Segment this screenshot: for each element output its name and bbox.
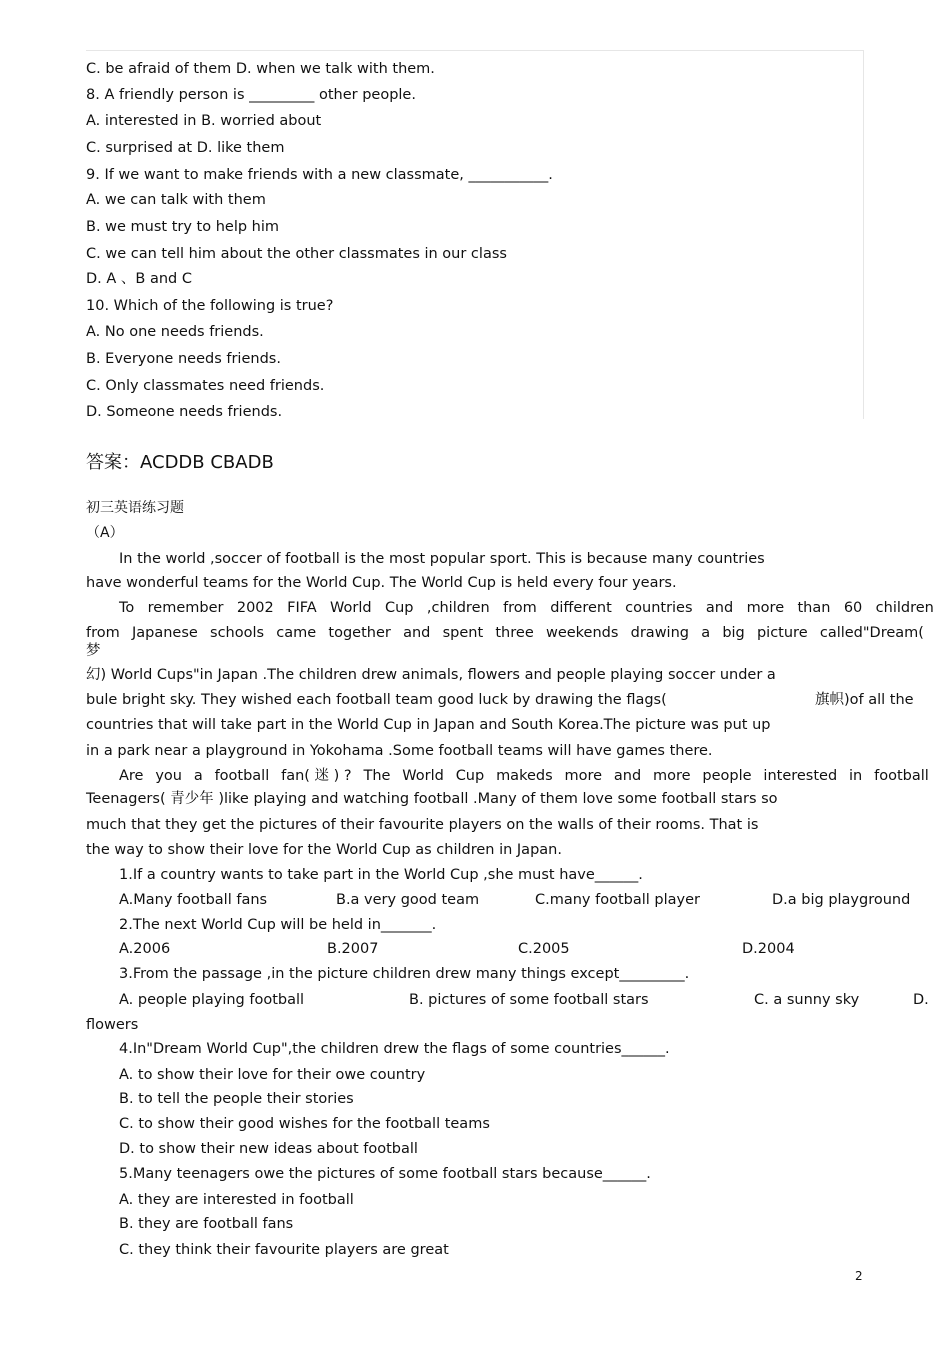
option: C. they think their favourite players are great (119, 1242, 449, 1258)
option: B. they are football fans (119, 1216, 294, 1232)
option-wrap: flowers (86, 1017, 139, 1033)
option: D.a big playground (772, 892, 911, 908)
option: C.2005 (518, 941, 570, 957)
question-5: 5.Many teenagers owe the pictures of some football stars because______. (119, 1166, 651, 1182)
question-3: 3.From the passage ,in the picture children drew many things except_________. (119, 966, 690, 982)
option: A. to show their love for their owe country (119, 1067, 426, 1083)
quiz-line: C. Only classmates need friends. (86, 378, 325, 394)
quiz-line: 8. A friendly person is _________ other people. (86, 87, 416, 103)
option: B.a very good team (336, 892, 480, 908)
option: D.2004 (742, 941, 795, 957)
passage-line: In the world ,soccer of football is the most popular sport. This is because many countries (119, 551, 765, 567)
quiz-line: A. interested in B. worried about (86, 113, 322, 129)
option: A.2006 (119, 941, 171, 957)
passage-line: bule bright sky. They wished each football team good luck by drawing the flags( (86, 692, 667, 708)
question-1: 1.If a country wants to take part in the World Cup ,she must have______. (119, 867, 643, 883)
quiz-line: C. be afraid of them D. when we talk with them. (86, 61, 435, 77)
option: C.many football player (535, 892, 700, 908)
option: A. they are interested in football (119, 1192, 354, 1208)
quiz-line: A. No one needs friends. (86, 324, 264, 340)
passage-justified-line: Are you a football fan( 迷 ) ? The World Cup makeds more and more people interested in football (119, 768, 929, 784)
option: C. a sunny sky (754, 992, 860, 1008)
passage-justified-line: from Japanese schools came together and spent three weekends drawing a big picture called"Dream( (86, 625, 924, 641)
passage-line: 幻) World Cups"in Japan .The children drew animals, flowers and people playing soccer under a (86, 667, 776, 683)
passage-line: 梦 (86, 643, 101, 659)
option: A. people playing football (119, 992, 305, 1008)
passage-line: the way to show their love for the World Cup as children in Japan. (86, 842, 562, 858)
section-label: （A） (86, 525, 124, 541)
passage-line: in a park near a playground in Yokohama .Some football teams will have games there. (86, 743, 713, 759)
section-title: 初三英语练习题 (86, 500, 184, 516)
quiz-line: C. we can tell him about the other classmates in our class (86, 246, 507, 262)
passage-line: countries that will take part in the World Cup in Japan and South Korea.The picture was put up (86, 717, 771, 733)
quiz-line: 10. Which of the following is true? (86, 298, 334, 314)
option: A.Many football fans (119, 892, 268, 908)
option: B.2007 (327, 941, 379, 957)
passage-line: Teenagers( 青少年 )like playing and watching football .Many of them love some football stars so (86, 791, 778, 807)
passage-line: 旗帜)of all the (815, 692, 914, 708)
answer-key: 答案：ACDDB CBADB (86, 452, 274, 473)
passage-justified-line: To remember 2002 FIFA World Cup ,children from different countries and more than 60 children (119, 600, 934, 616)
quiz-line: 9. If we want to make friends with a new classmate, ___________. (86, 167, 553, 183)
option: C. to show their good wishes for the football teams (119, 1116, 490, 1132)
quiz-line: D. A 、B and C (86, 271, 192, 287)
quiz-line: C. surprised at D. like them (86, 140, 285, 156)
option: D. (913, 992, 929, 1008)
option: B. to tell the people their stories (119, 1091, 354, 1107)
option: D. to show their new ideas about football (119, 1141, 418, 1157)
quiz-line: D. Someone needs friends. (86, 404, 283, 420)
option: B. pictures of some football stars (409, 992, 649, 1008)
quiz-line: B. Everyone needs friends. (86, 351, 281, 367)
passage-line: much that they get the pictures of their favourite players on the walls of their rooms. That is (86, 817, 759, 833)
quiz-line: A. we can talk with them (86, 192, 266, 208)
question-2: 2.The next World Cup will be held in_______. (119, 917, 437, 933)
page-number: 2 (855, 1269, 863, 1283)
passage-line: have wonderful teams for the World Cup. The World Cup is held every four years. (86, 575, 677, 591)
question-4: 4.In"Dream World Cup",the children drew the flags of some countries______. (119, 1041, 670, 1057)
quiz-line: B. we must try to help him (86, 219, 280, 235)
